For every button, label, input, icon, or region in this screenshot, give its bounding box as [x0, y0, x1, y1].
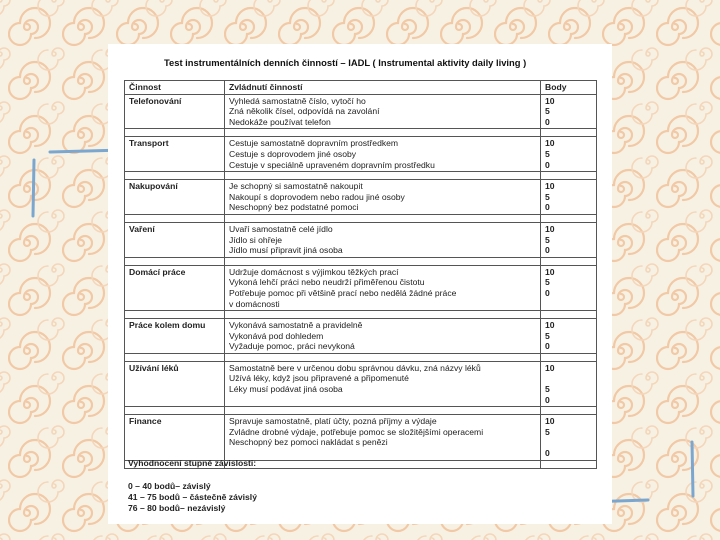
points-cell	[541, 222, 597, 257]
spacer-cell	[125, 129, 225, 137]
table-row	[125, 180, 597, 215]
table-row	[125, 222, 597, 257]
summary-level: 76 – 80 bodů– nezávislý	[128, 503, 226, 513]
summary-heading: Vyhodnocení stupně závislosti:	[128, 458, 257, 468]
skill-line: Užívá léky, když jsou připravené a připomenuté	[229, 373, 409, 384]
spacer-cell	[541, 353, 597, 361]
skill-line: Nedokáže používat telefon	[229, 116, 331, 127]
spacer-cell	[225, 257, 541, 265]
points-value: 5	[545, 330, 550, 341]
spacer-cell	[125, 214, 225, 222]
table-header-row	[125, 81, 597, 95]
spacer-cell	[225, 172, 541, 180]
spacer-cell	[541, 311, 597, 319]
spacer-cell	[125, 172, 225, 180]
skill-line: Jídlo musí připravit jiná osoba	[229, 245, 343, 256]
points-value: 10	[545, 138, 555, 149]
header-activity: Činnost	[125, 81, 225, 95]
row-spacer	[125, 353, 597, 361]
skill-line: Neschopný bez podstatné pomoci	[229, 202, 359, 213]
skill-line: Samostatně bere v určenou dobu správnou dávku, zná názvy léků	[229, 362, 481, 373]
skill-line: Nakoupí s doprovodem nebo radou jiné osoby	[229, 191, 405, 202]
skill-line: Vyhledá samostatně číslo, vytočí ho	[229, 95, 366, 106]
points-value: 10	[545, 266, 555, 277]
skill-line: Zná několik čísel, odpovídá na zavolání	[229, 106, 380, 117]
points-value: 5	[545, 148, 550, 159]
points-value: 0	[545, 245, 550, 256]
spacer-cell	[225, 214, 541, 222]
right-bracket-vertical	[692, 442, 693, 496]
skill-line: Vyžaduje pomoc, práci nevykoná	[229, 341, 355, 352]
spacer-cell	[541, 257, 597, 265]
row-spacer	[125, 129, 597, 137]
skill-cell	[225, 137, 541, 172]
points-value: 5	[545, 106, 550, 117]
spacer-cell	[225, 129, 541, 137]
skill-line: Potřebuje pomoc při většině prací nebo nedělá žádné práce	[229, 287, 457, 298]
document-sheet	[108, 44, 612, 524]
skill-cell	[225, 94, 541, 129]
skill-line: Uvaří samostatně celé jídlo	[229, 223, 333, 234]
activity-cell: Domácí práce	[125, 265, 225, 310]
points-value	[545, 437, 592, 448]
row-spacer	[125, 214, 597, 222]
table-row	[125, 265, 597, 310]
skill-line: Vykonává samostatně a pravidelně	[229, 320, 363, 331]
skill-cell	[225, 361, 541, 406]
skill-line: Vykonává pod dohledem	[229, 330, 324, 341]
evaluation-summary	[128, 458, 588, 514]
activity-cell: Finance	[125, 415, 225, 460]
skill-line: Léky musí podávat jiná osoba	[229, 384, 343, 395]
header-points: Body	[541, 81, 597, 95]
table-row	[125, 319, 597, 354]
table-row	[125, 94, 597, 129]
points-value: 0	[545, 394, 550, 405]
header-skill: Zvládnutí činností	[225, 81, 541, 95]
points-cell	[541, 361, 597, 406]
spacer-cell	[125, 353, 225, 361]
skill-line: Cestuje samostatně dopravním prostředkem	[229, 138, 399, 149]
skill-cell	[225, 319, 541, 354]
points-value: 0	[545, 202, 550, 213]
skill-cell	[225, 265, 541, 310]
spacer-cell	[225, 311, 541, 319]
points-value: 5	[545, 384, 550, 395]
summary-level: 41 – 75 bodů – částečně závislý	[128, 492, 257, 502]
spacer-cell	[225, 407, 541, 415]
activity-cell: Užívání léků	[125, 361, 225, 406]
row-spacer	[125, 257, 597, 265]
skill-line: Vykoná lehčí práci nebo neudrží přiměřenou čistotu	[229, 277, 425, 288]
spacer-cell	[125, 407, 225, 415]
iadl-table	[124, 80, 597, 469]
points-cell	[541, 415, 597, 460]
points-cell	[541, 265, 597, 310]
skill-cell	[225, 415, 541, 460]
skill-line: Spravuje samostatně, platí účty, pozná příjmy a výdaje	[229, 416, 437, 427]
points-value: 5	[545, 191, 550, 202]
activity-cell: Nakupování	[125, 180, 225, 215]
points-value: 5	[545, 234, 550, 245]
points-value: 0	[545, 287, 550, 298]
activity-cell: Telefonování	[125, 94, 225, 129]
points-value: 10	[545, 95, 555, 106]
points-value: 0	[545, 116, 550, 127]
page-title: Test instrumentálních denních činností – IADL ( Instrumental aktivity daily living )	[164, 57, 527, 68]
skill-line: Jídlo si ohřeje	[229, 234, 283, 245]
skill-cell	[225, 180, 541, 215]
spacer-cell	[541, 129, 597, 137]
points-value: 10	[545, 362, 555, 373]
skill-line: v domácnosti	[229, 298, 280, 309]
activity-cell: Práce kolem domu	[125, 319, 225, 354]
skill-line: Cestuje s doprovodem jiné osoby	[229, 148, 357, 159]
activity-cell: Transport	[125, 137, 225, 172]
spacer-cell	[125, 257, 225, 265]
points-value: 10	[545, 181, 555, 192]
table-row	[125, 137, 597, 172]
skill-cell	[225, 222, 541, 257]
skill-line: Zvládne drobné výdaje, potřebuje pomoc se složitějšími operacemi	[229, 426, 484, 437]
skill-line: Neschopný bez pomoci nakládat s penězi	[229, 437, 388, 448]
points-value: 10	[545, 320, 555, 331]
spacer-cell	[541, 407, 597, 415]
skill-line: Udržuje domácnost s výjimkou těžkých prací	[229, 266, 399, 277]
left-bracket-vertical	[33, 160, 34, 216]
table-row	[125, 415, 597, 460]
points-value: 0	[545, 448, 550, 459]
points-value: 5	[545, 426, 550, 437]
points-cell	[541, 180, 597, 215]
points-value: 0	[545, 341, 550, 352]
points-cell	[541, 94, 597, 129]
spacer-cell	[125, 311, 225, 319]
skill-line: Cestuje v speciálně upraveném dopravním prostředku	[229, 159, 435, 170]
points-cell	[541, 137, 597, 172]
points-value: 5	[545, 277, 550, 288]
row-spacer	[125, 407, 597, 415]
points-value	[545, 373, 592, 384]
spacer-cell	[541, 172, 597, 180]
points-value: 0	[545, 159, 550, 170]
points-value: 10	[545, 416, 555, 427]
points-value: 10	[545, 223, 555, 234]
table-row	[125, 361, 597, 406]
row-spacer	[125, 172, 597, 180]
spacer-cell	[541, 214, 597, 222]
row-spacer	[125, 311, 597, 319]
activity-cell: Vaření	[125, 222, 225, 257]
spacer-cell	[225, 353, 541, 361]
summary-level: 0 – 40 bodů– závislý	[128, 481, 211, 491]
skill-line: Je schopný si samostatně nakoupit	[229, 181, 363, 192]
points-cell	[541, 319, 597, 354]
